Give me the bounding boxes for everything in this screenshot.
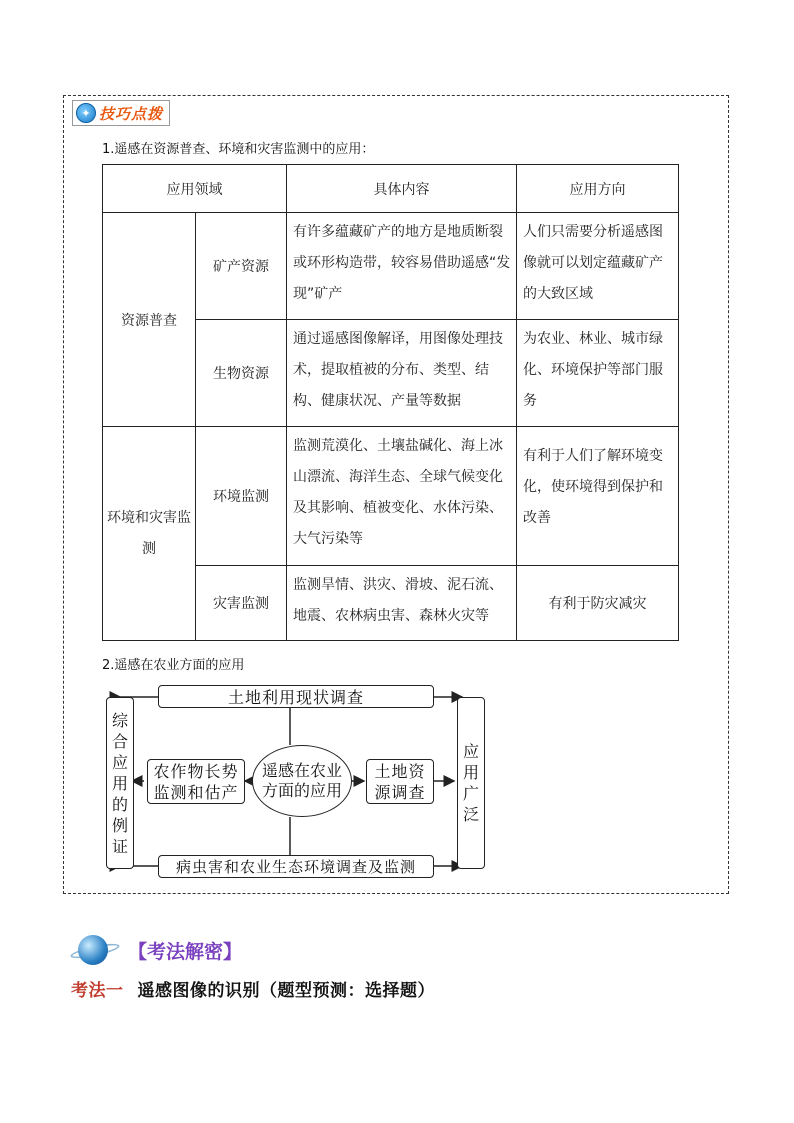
sub-field-cell: 矿产资源 — [196, 213, 287, 320]
section-heading: 【考法解密】 — [128, 941, 243, 963]
sub-field-cell: 环境监测 — [196, 427, 287, 566]
tips-badge — [72, 100, 170, 126]
section2-title: 2.遥感在农业方面的应用 — [102, 658, 245, 673]
direction-cell: 有利于人们了解环境变化，使环境得到保护和改善 — [517, 427, 679, 566]
header-direction: 应用方向 — [517, 165, 679, 213]
direction-cell: 人们只需要分析遥感图像就可以划定蕴藏矿产的大致区域 — [517, 213, 679, 320]
top-box-land-survey: 土地利用现状调查 — [158, 685, 434, 708]
header-field: 应用领域 — [103, 165, 287, 213]
applications-table — [102, 164, 679, 641]
globe-icon — [78, 935, 108, 965]
sub-field-cell: 灾害监测 — [196, 566, 287, 641]
direction-cell: 为农业、林业、城市绿化、环境保护等部门服务 — [517, 320, 679, 427]
table-header-row — [103, 165, 679, 213]
method-label: 考法一 — [71, 981, 124, 1001]
table-row — [103, 427, 679, 566]
field-cell: 资源普查 — [103, 213, 196, 427]
right-box-wide-use: 应用广泛 — [457, 697, 485, 869]
lightbulb-icon: ✦ — [76, 103, 96, 123]
table-row — [103, 213, 679, 320]
method-title: 遥感图像的识别（题型预测：选择题） — [137, 981, 435, 1001]
center-ellipse: 遥感在农业方面的应用 — [252, 745, 352, 817]
content-cell: 监测荒漠化、土壤盐碱化、海上冰山漂流、海洋生态、全球气候变化及其影响、植被变化、水体污染、大气污染等 — [287, 427, 517, 566]
bottom-box-pest-monitoring: 病虫害和农业生态环境调查及监测 — [158, 855, 434, 878]
sub-field-cell: 生物资源 — [196, 320, 287, 427]
section1-title: 1.遥感在资源普查、环境和灾害监测中的应用： — [102, 142, 375, 157]
land-resource-node: 土地资源调查 — [366, 759, 434, 804]
crop-monitoring-node: 农作物长势监测和估产 — [147, 759, 245, 804]
method-line — [71, 976, 435, 1001]
content-cell: 有许多蕴藏矿产的地方是地质断裂或环形构造带，较容易借助遥感“发现”矿产 — [287, 213, 517, 320]
left-box-examples: 综合应用的例证 — [106, 697, 134, 869]
header-content: 具体内容 — [287, 165, 517, 213]
tips-badge-label: 技巧点拨 — [99, 104, 164, 123]
content-cell: 通过遥感图像解译，用图像处理技术，提取植被的分布、类型、结构、健康状况、产量等数据 — [287, 320, 517, 427]
content-cell: 监测旱情、洪灾、滑坡、泥石流、地震、农林病虫害、森林火灾等 — [287, 566, 517, 641]
agriculture-diagram — [100, 683, 485, 880]
field-cell: 环境和灾害监测 — [103, 427, 196, 641]
direction-cell: 有利于防灾减灾 — [517, 566, 679, 641]
